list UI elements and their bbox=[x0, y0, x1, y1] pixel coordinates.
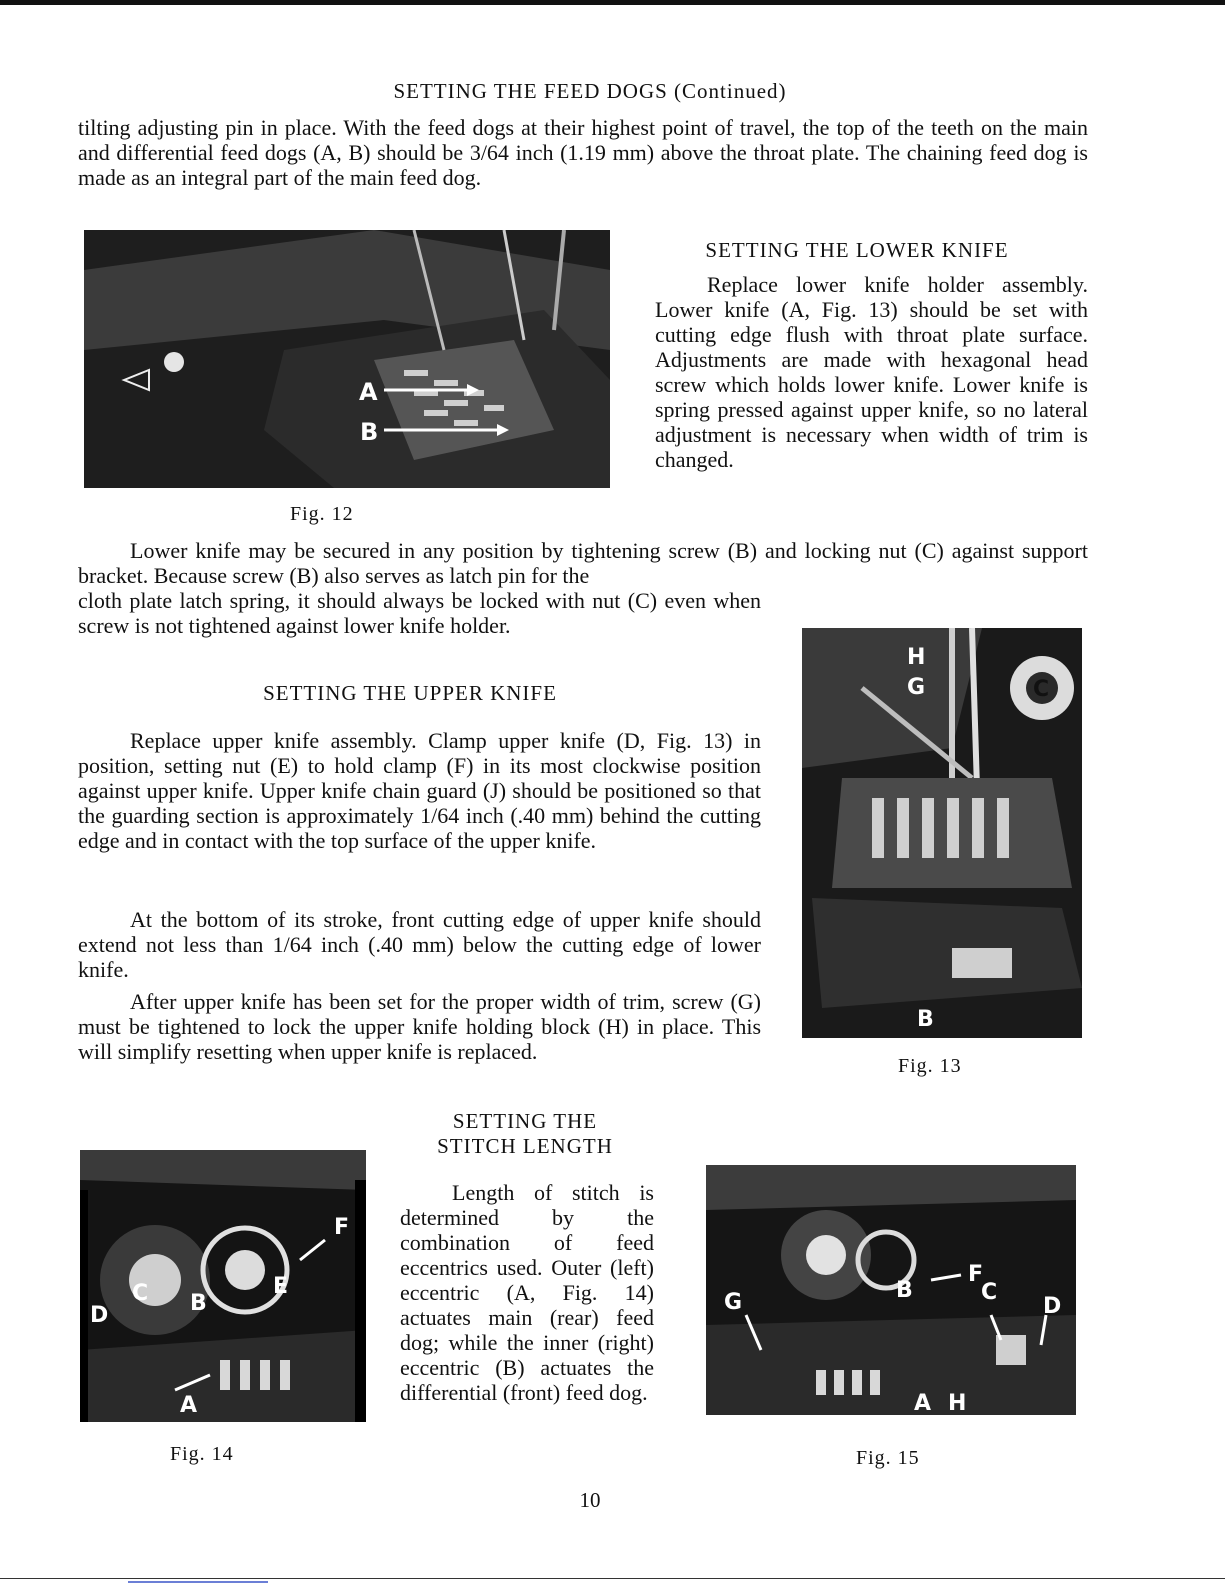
fig13-label-g: G bbox=[907, 675, 926, 700]
upper-knife-paragraph-3: After upper knife has been set for the proper width of trim, screw (G) must be tightened to lock the upper knife holding block (H) in place. This will simplify resetting when upper knife is replaced. bbox=[78, 989, 761, 1064]
fig14-label-c: C bbox=[132, 1281, 149, 1306]
fig15-label-a: A bbox=[914, 1391, 932, 1415]
lower-knife-heading: SETTING THE LOWER KNIFE bbox=[705, 238, 1009, 262]
upper-knife-heading: SETTING THE UPPER KNIFE bbox=[263, 681, 557, 705]
page-number: 10 bbox=[579, 1488, 601, 1512]
lower-knife-paragraph-2b: cloth plate latch spring, it should always be locked with nut (C) even when screw is not tightened against lower knife holder. bbox=[78, 588, 761, 638]
fig14-label-a: A bbox=[180, 1393, 198, 1418]
fig12-label-a: A bbox=[359, 378, 378, 406]
fig14-photo bbox=[80, 1150, 366, 1422]
upper-knife-paragraph-2: At the bottom of its stroke, front cutting edge of upper knife should extend not less than 1/64 inch (.40 mm) below the cutting edge of lower knife. bbox=[78, 907, 761, 982]
fig12-photo bbox=[84, 230, 610, 488]
stitch-length-heading-line2: STITCH LENGTH bbox=[437, 1134, 613, 1158]
fig14-label-f: F bbox=[334, 1215, 350, 1240]
feed-dogs-paragraph: tilting adjusting pin in place. With the feed dogs at their highest point of travel, the top of the teeth on the main and differential feed dogs (A, B) should be 3/64 inch (1.19 mm) above the throat plate. The chaining feed dog is made as an integral part of the main feed dog. bbox=[78, 115, 1088, 190]
fig15-caption: Fig. 15 bbox=[856, 1447, 920, 1469]
stitch-length-paragraph: Length of stitch is determined by the combination of feed eccentrics used. Outer (left) eccentric (A, Fig. 14) actuates main (rear) feed dog; while the inner (right) eccentric (B) actuates the differential (front) feed dog. bbox=[400, 1180, 654, 1405]
fig15-label-c: C bbox=[981, 1280, 998, 1305]
fig13-label-h: H bbox=[907, 645, 926, 670]
top-scan-border bbox=[0, 0, 1225, 5]
fig14-label-d: D bbox=[90, 1303, 109, 1328]
fig14-label-b: B bbox=[190, 1291, 207, 1316]
bottom-scan-border bbox=[0, 1578, 1225, 1579]
stitch-length-heading-line1: SETTING THE bbox=[452, 1109, 598, 1133]
fig15-label-d: D bbox=[1043, 1294, 1062, 1319]
fig15-photo bbox=[706, 1165, 1076, 1415]
fig15-label-b: B bbox=[896, 1278, 913, 1303]
fig14-caption: Fig. 14 bbox=[170, 1443, 234, 1465]
fig13-photo bbox=[802, 628, 1082, 1038]
fig15-label-h: H bbox=[948, 1391, 967, 1415]
fig15-label-g: G bbox=[724, 1290, 743, 1315]
upper-knife-paragraph-1: Replace upper knife assembly. Clamp upper knife (D, Fig. 13) in position, setting nut (E) to hold clamp (F) in its most clockwise position against upper knife. Upper knife chain guard (J) should be positioned so that the guarding section is approximately 1/64 inch (.40 mm) behind the cutting edge and in contact with the top surface of the upper knife. bbox=[78, 728, 761, 853]
fig14-label-e: E bbox=[273, 1274, 289, 1299]
fig12-label-b: B bbox=[360, 418, 379, 446]
lower-knife-paragraph-1: Replace lower knife holder assembly. Lower knife (A, Fig. 13) should be set with cutting edge flush with throat plate surface. Adjustments are made with hexagonal head screw which holds lower knife. Lower knife is spring pressed against upper knife, so no lateral adjustment is necessary when width of trim is changed. bbox=[655, 272, 1088, 472]
feed-dogs-heading: SETTING THE FEED DOGS (Continued) bbox=[393, 79, 787, 103]
lower-knife-paragraph-2a: Lower knife may be secured in any position by tightening screw (B) and locking nut (C) against support bracket. Because screw (B) also serves as latch pin for the bbox=[78, 538, 1088, 588]
fig15-label-f: F bbox=[968, 1262, 984, 1287]
fig12-caption: Fig. 12 bbox=[290, 503, 354, 525]
bottom-link-underline bbox=[128, 1581, 268, 1583]
fig13-caption: Fig. 13 bbox=[898, 1055, 962, 1077]
fig13-label-b: B bbox=[917, 1007, 934, 1032]
fig13-label-c: C bbox=[1033, 677, 1050, 702]
